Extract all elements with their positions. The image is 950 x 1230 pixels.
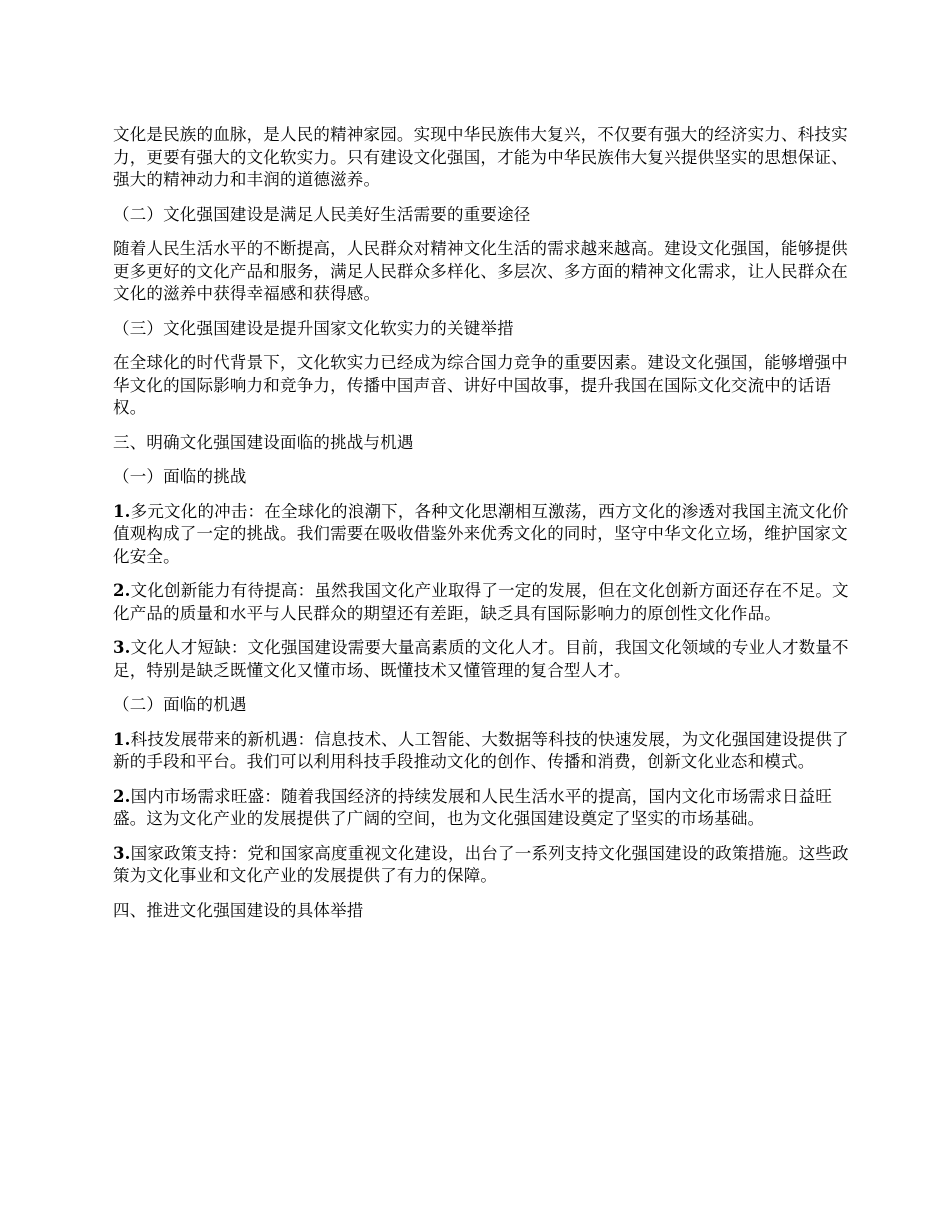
item-number: 3. [113,638,131,657]
item-number: 1. [113,729,131,749]
item-text: 文化人才短缺：文化强国建设需要大量高素质的文化人才。目前，我国文化领域的专业人才数量不足，特别是缺乏既懂文化又懂市场、既懂技术又懂管理的复合型人才。 [113,638,849,680]
item-text: 多元文化的冲击：在全球化的浪潮下，各种文化思潮相互激荡，西方文化的渗透对我国主流文化价值观构成了一定的挑战。我们需要在吸收借鉴外来优秀文化的同时，坚守中华文化立场，维护国家文化安全。 [113,501,849,566]
body-paragraph: 随着人民生活水平的不断提高，人民群众对精神文化生活的需求越来越高。建设文化强国，能够提供更多更好的文化产品和服务，满足人民群众多样化、多层次、多方面的精神文化需求，让人民群众在文化的滋养中获得幸福感和获得感。 [113,239,848,303]
intro-paragraph: 文化是民族的血脉，是人民的精神家园。实现中华民族伟大复兴，不仅要有强大的经济实力、科技实力，更要有强大的文化软实力。只有建设文化强国，才能为中华民族伟大复兴提供坚实的思想保证、强大的精神动力和丰润的道德滋养。 [113,125,848,189]
section-heading: （二）文化强国建设是满足人民美好生活需要的重要途径 [113,204,531,224]
item-text: 国家政策支持：党和国家高度重视文化建设，出台了一系列支持文化强国建设的政策措施。这些政策为文化事业和文化产业的发展提供了有力的保障。 [113,843,849,885]
item-number: 2. [113,786,131,806]
numbered-item [113,729,858,774]
section-heading: （一）面临的挑战 [113,467,247,486]
numbered-item [113,501,858,569]
item-number: 3. [113,843,131,863]
item-text: 国内市场需求旺盛：随着我国经济的持续发展和人民生活水平的提高，国内文化市场需求日益旺盛。这为文化产业的发展提供了广阔的空间，也为文化强国建设奠定了坚实的市场基础。 [113,786,833,828]
numbered-item [113,843,858,888]
section-heading: （二）面临的机遇 [113,695,247,714]
body-paragraph: 在全球化的时代背景下，文化软实力已经成为综合国力竞争的重要因素。建设文化强国，能够增强中华文化的国际影响力和竞争力，传播中国声音、讲好中国故事，提升我国在国际文化交流中的话语权。 [113,353,848,417]
section-heading: （三）文化强国建设是提升国家文化软实力的关键举措 [113,318,514,338]
numbered-item [113,637,858,682]
item-number: 1. [113,501,131,521]
chapter-heading: 三、明确文化强国建设面临的挑战与机遇 [113,432,414,452]
item-text: 科技发展带来的新机遇：信息技术、人工智能、大数据等科技的快速发展，为文化强国建设提供了新的手段和平台。我们可以利用科技手段推动文化的创作、传播和消费，创新文化业态和模式。 [113,729,849,771]
document-page [113,124,858,934]
chapter-heading: 四、推进文化强国建设的具体举措 [113,900,364,920]
item-number: 2. [113,581,131,600]
numbered-item [113,580,858,625]
numbered-item [113,786,858,831]
item-text: 文化创新能力有待提高：虽然我国文化产业取得了一定的发展，但在文化创新方面还存在不足。文化产品的质量和水平与人民群众的期望还有差距，缺乏具有国际影响力的原创性文化作品。 [113,581,849,623]
